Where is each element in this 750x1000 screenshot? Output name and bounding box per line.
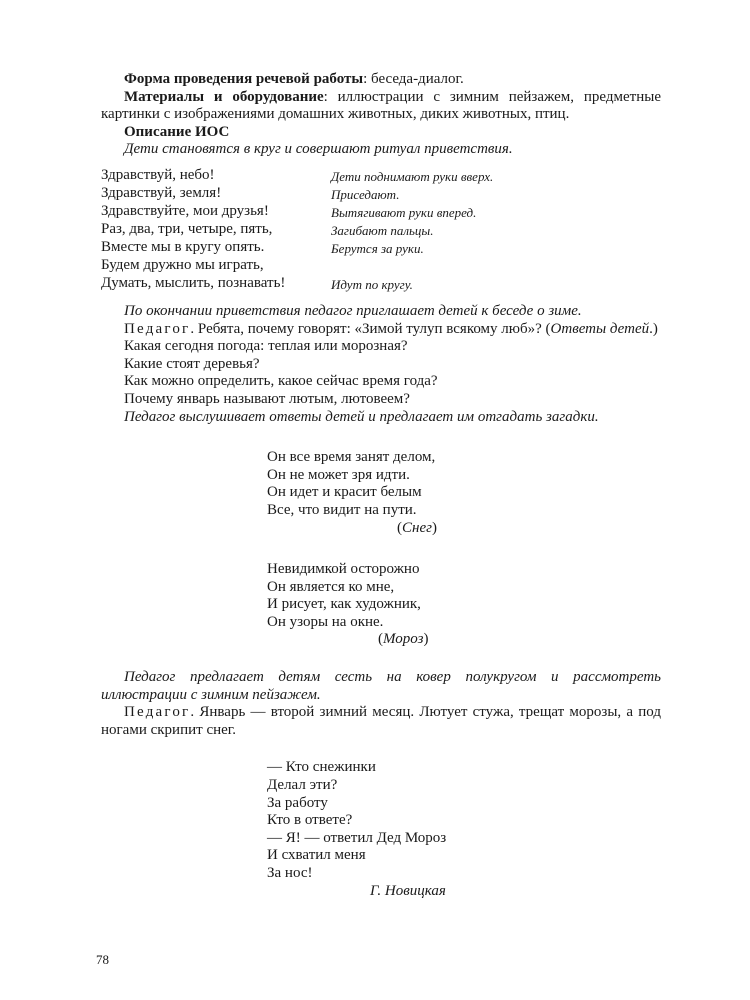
question-line: Какая сегодня погода: теплая или морозная? [124, 338, 408, 355]
page-number: 78 [96, 952, 109, 967]
ritual-action: Вытягивают руки вперед. [331, 204, 477, 220]
riddle-answer: (Мороз) [378, 631, 429, 648]
ritual-action: Приседают. [331, 186, 400, 202]
ritual-line: Здравствуй, небо! [101, 166, 215, 183]
question-line: Почему январь называют лютым, лютовеем? [124, 390, 410, 407]
materials-line [101, 89, 661, 124]
riddle-answer-text: Снег [402, 519, 432, 536]
poem-line: — Кто снежинки [267, 759, 376, 776]
riddle-one [267, 449, 661, 537]
riddle-line: Он не может зря идти. [267, 466, 410, 483]
carpet-instruction: Педагог предлагает детям сесть на ковер полукругом и рассмотреть иллюстрации с зимним пейзажем. [101, 669, 661, 703]
form-line [101, 71, 661, 89]
ritual-action: Дети поднимают руки вверх. [331, 168, 494, 184]
close-paren: .) [649, 320, 658, 337]
teacher-text: . Ребята, почему говорят: «Зимой тулуп всякому люб»? ( [190, 320, 551, 337]
poem-author: Г. Новицкая [370, 882, 446, 899]
poem-line: И схватил меня [267, 847, 366, 864]
riddle-line: Невидимкой осторожно [267, 561, 420, 578]
teacher-label: Педагог [124, 320, 191, 337]
after-ritual-note: По окончании приветствия педагог приглашает детей к беседе о зиме. [124, 302, 582, 319]
riddle-line: Он все время занят делом, [267, 449, 436, 466]
riddle-answer: (Снег) [397, 519, 437, 536]
materials-value: : иллюстрации с зимним пейзажем, предметные картинки с изображениями домашних животных, диких животных, птиц. [101, 88, 661, 123]
riddle-answer-text: Мороз [383, 631, 424, 648]
page-content [101, 71, 661, 900]
ritual-action: Идут по кругу. [331, 276, 413, 292]
question-line: Как можно определить, какое сейчас время года? [124, 373, 438, 390]
poem [267, 759, 661, 900]
riddle-two [267, 561, 661, 649]
poem-line: За работу [267, 794, 328, 811]
answers-note: Ответы детей [550, 320, 650, 337]
riddle-line: Он идет и красит белым [267, 484, 422, 501]
ritual-line: Здравствуй, земля! [101, 184, 222, 201]
form-label: Форма проведения речевой работы [124, 71, 364, 87]
ritual-line: Раз, два, три, четыре, пять, [101, 220, 273, 237]
ritual-intro: Дети становятся в круг и совершают ритуал приветствия. [124, 141, 513, 158]
riddle-line: И рисует, как художник, [267, 596, 421, 613]
ritual-line: Вместе мы в кругу опять. [101, 238, 265, 255]
ritual-block [101, 167, 661, 293]
ritual-action: Берутся за руки. [331, 240, 424, 256]
teacher-text: . Январь — второй зимний месяц. Лютует стужа, трещат морозы, а под ногами скрипит снег. [101, 704, 661, 738]
teacher-label: Педагог [124, 704, 191, 721]
poem-line: Кто в ответе? [267, 812, 353, 829]
question-line: Какие стоят деревья? [124, 355, 260, 372]
riddle-line: Все, что видит на пути. [267, 501, 417, 518]
poem-line: Делал эти? [267, 777, 338, 794]
riddle-line: Он узоры на окне. [267, 613, 384, 630]
ritual-line: Думать, мыслить, познавать! [101, 274, 286, 291]
teacher-january [101, 704, 661, 739]
ritual-action: Загибают пальцы. [331, 222, 434, 238]
poem-line: За нос! [267, 865, 313, 881]
poem-line: — Я! — ответил Дед Мороз [267, 829, 447, 846]
materials-label: Материалы и оборудование [124, 88, 324, 105]
riddle-line: Он является ко мне, [267, 578, 395, 595]
ritual-line: Здравствуйте, мои друзья! [101, 202, 269, 219]
form-value: : беседа-диалог. [363, 71, 464, 87]
description-title: Описание ИОС [124, 123, 230, 140]
riddles-intro: Педагог выслушивает ответы детей и предлагает им отгадать загадки. [124, 408, 599, 425]
ritual-line: Будем дружно мы играть, [101, 256, 264, 273]
teacher-question [101, 321, 661, 339]
